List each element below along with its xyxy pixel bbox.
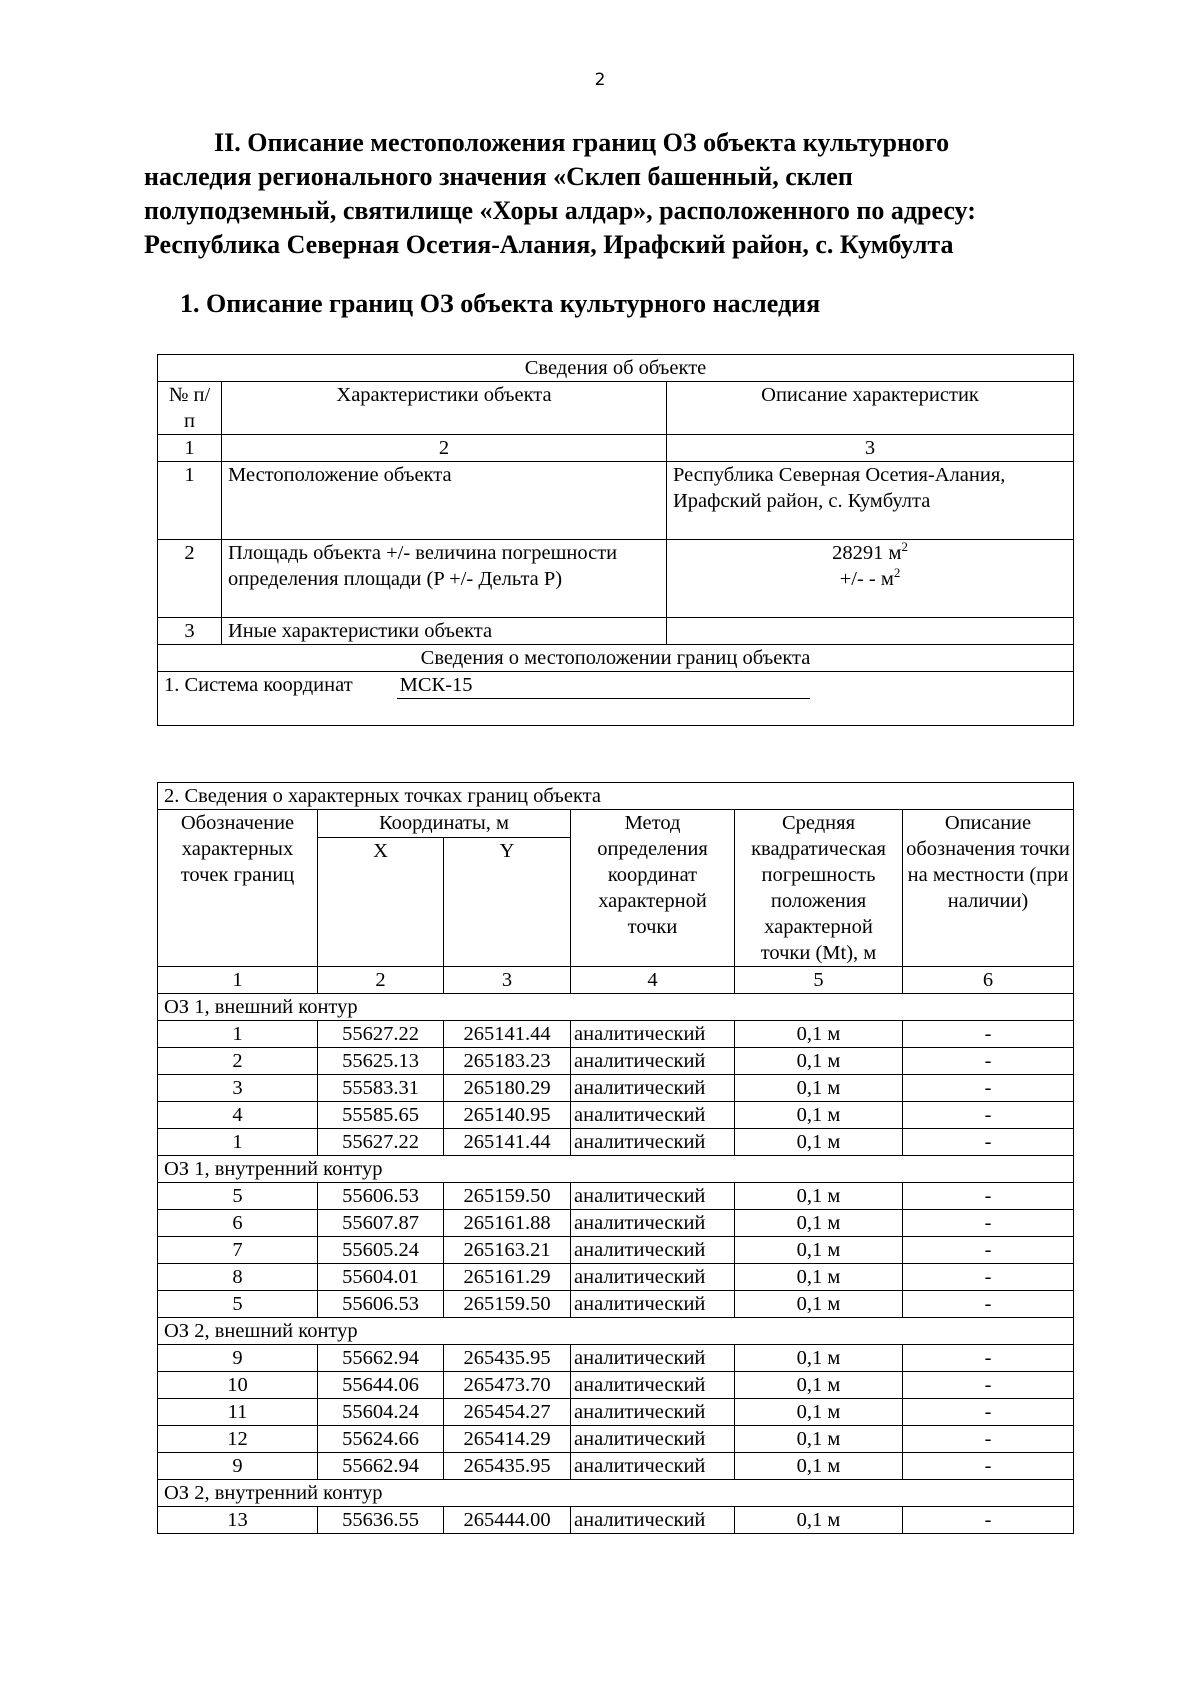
row-name: Местоположение объекта [222, 462, 667, 540]
area-error-sup: 2 [893, 565, 901, 581]
point-method: аналитический [571, 1264, 735, 1291]
point-method: аналитический [571, 1048, 735, 1075]
col-number: 3 [667, 435, 1074, 462]
point-description: - [903, 1048, 1074, 1075]
point-method: аналитический [571, 1102, 735, 1129]
point-y: 265454.27 [444, 1399, 571, 1426]
col-number: 5 [735, 967, 903, 994]
document-heading [144, 126, 1087, 262]
object-info-table [157, 354, 1074, 726]
point-description: - [903, 1129, 1074, 1156]
header-error: Средняя квадратическая погрешность положения характерной точки (Mt), м [735, 810, 903, 967]
header-method: Метод определения координат характерной точки [571, 810, 735, 967]
point-description: - [903, 1075, 1074, 1102]
point-id: 5 [158, 1183, 318, 1210]
point-method: аналитический [571, 1210, 735, 1237]
point-description: - [903, 1102, 1074, 1129]
col-number: 2 [222, 435, 667, 462]
row-name: Иные характеристики объекта [222, 618, 667, 645]
point-id: 11 [158, 1399, 318, 1426]
table-row [158, 1129, 1074, 1156]
area-unit-sup: 2 [901, 539, 908, 555]
point-description: - [903, 1264, 1074, 1291]
contour-title: ОЗ 1, внутренний контур [158, 1156, 1074, 1183]
point-error: 0,1 м [735, 1102, 903, 1129]
point-x: 55662.94 [318, 1345, 444, 1372]
header-description: Описание характеристик [667, 382, 1074, 435]
point-x: 55605.24 [318, 1237, 444, 1264]
contour-title: ОЗ 1, внешний контур [158, 994, 1074, 1021]
point-error: 0,1 м [735, 1264, 903, 1291]
table-row [158, 1102, 1074, 1129]
point-x: 55583.31 [318, 1075, 444, 1102]
point-x: 55624.66 [318, 1426, 444, 1453]
coord-system-row [158, 672, 1074, 726]
point-id: 13 [158, 1507, 318, 1534]
header-characteristics: Характеристики объекта [222, 382, 667, 435]
table-row [158, 1237, 1074, 1264]
contour-group-row [158, 1480, 1074, 1507]
point-method: аналитический [571, 1183, 735, 1210]
point-error: 0,1 м [735, 1021, 903, 1048]
point-x: 55585.65 [318, 1102, 444, 1129]
header-coords: Координаты, м [318, 810, 571, 838]
point-y: 265180.29 [444, 1075, 571, 1102]
heading-line-4: Республика Северная Осетия-Алания, Ирафский район, с. Кумбулта [144, 230, 954, 259]
point-x: 55644.06 [318, 1372, 444, 1399]
point-y: 265161.88 [444, 1210, 571, 1237]
table-row [158, 1048, 1074, 1075]
page-number: 2 [594, 70, 606, 90]
point-error: 0,1 м [735, 1426, 903, 1453]
contour-title: ОЗ 2, внутренний контур [158, 1480, 1074, 1507]
col-number: 4 [571, 967, 735, 994]
table-row [158, 1183, 1074, 1210]
area-value: 28291 м [832, 542, 902, 564]
coord-system-value: МСК-15 [397, 672, 810, 699]
row-value: Республика Северная Осетия-Алания, Ирафский район, с. Кумбулта [667, 462, 1074, 540]
point-description: - [903, 1372, 1074, 1399]
row-number: 1 [158, 462, 222, 540]
point-method: аналитический [571, 1372, 735, 1399]
section-subheading: 1. Описание границ ОЗ объекта культурного наследия [180, 289, 821, 318]
point-y: 265159.50 [444, 1291, 571, 1318]
point-id: 1 [158, 1021, 318, 1048]
row-value [667, 618, 1074, 645]
point-x: 55606.53 [318, 1183, 444, 1210]
point-x: 55627.22 [318, 1021, 444, 1048]
table-row [158, 1021, 1074, 1048]
point-x: 55625.13 [318, 1048, 444, 1075]
point-y: 265435.95 [444, 1345, 571, 1372]
point-id: 6 [158, 1210, 318, 1237]
boundary-points-table [157, 782, 1074, 1534]
point-x: 55604.24 [318, 1399, 444, 1426]
point-error: 0,1 м [735, 1372, 903, 1399]
point-y: 265141.44 [444, 1129, 571, 1156]
header-designation: Обозначение характерных точек границ [158, 810, 318, 967]
table-row [158, 1426, 1074, 1453]
point-y: 265141.44 [444, 1021, 571, 1048]
heading-line-1: II. Описание местоположения границ ОЗ объекта культурного [214, 128, 950, 157]
point-id: 1 [158, 1129, 318, 1156]
coord-system-label: 1. Система координат [164, 674, 353, 696]
point-method: аналитический [571, 1129, 735, 1156]
table-row [158, 1345, 1074, 1372]
point-y: 265140.95 [444, 1102, 571, 1129]
point-x: 55604.01 [318, 1264, 444, 1291]
point-x: 55627.22 [318, 1129, 444, 1156]
point-id: 8 [158, 1264, 318, 1291]
point-id: 7 [158, 1237, 318, 1264]
point-description: - [903, 1210, 1074, 1237]
table-row [158, 1399, 1074, 1426]
point-error: 0,1 м [735, 1453, 903, 1480]
table-row [158, 1291, 1074, 1318]
table-row [158, 1075, 1074, 1102]
point-id: 2 [158, 1048, 318, 1075]
table-row [158, 1453, 1074, 1480]
point-error: 0,1 м [735, 1075, 903, 1102]
point-method: аналитический [571, 1426, 735, 1453]
contour-group-row [158, 1156, 1074, 1183]
location-title: Сведения о местоположении границ объекта [158, 645, 1074, 672]
table-row [158, 1507, 1074, 1534]
header-x: X [318, 838, 444, 967]
point-id: 12 [158, 1426, 318, 1453]
point-method: аналитический [571, 1345, 735, 1372]
header-number: № п/п [158, 382, 222, 435]
table-row [158, 1210, 1074, 1237]
point-description: - [903, 1345, 1074, 1372]
row-number: 2 [158, 540, 222, 618]
row-name: Площадь объекта +/- величина погрешности определения площади (P +/- Дельта P) [222, 540, 667, 618]
point-id: 10 [158, 1372, 318, 1399]
point-method: аналитический [571, 1453, 735, 1480]
point-id: 3 [158, 1075, 318, 1102]
point-method: аналитический [571, 1507, 735, 1534]
heading-line-3: полуподземный, святилище «Хоры алдар», расположенного по адресу: [144, 196, 976, 225]
header-y: Y [444, 838, 571, 967]
point-id: 4 [158, 1102, 318, 1129]
contour-group-row [158, 1318, 1074, 1345]
col-number: 6 [903, 967, 1074, 994]
col-number: 1 [158, 435, 222, 462]
point-id: 5 [158, 1291, 318, 1318]
point-y: 265183.23 [444, 1048, 571, 1075]
point-y: 265444.00 [444, 1507, 571, 1534]
point-description: - [903, 1507, 1074, 1534]
point-description: - [903, 1021, 1074, 1048]
point-description: - [903, 1399, 1074, 1426]
col-number: 1 [158, 967, 318, 994]
point-description: - [903, 1291, 1074, 1318]
point-x: 55607.87 [318, 1210, 444, 1237]
point-method: аналитический [571, 1075, 735, 1102]
point-method: аналитический [571, 1291, 735, 1318]
point-y: 265473.70 [444, 1372, 571, 1399]
point-id: 9 [158, 1453, 318, 1480]
col-number: 2 [318, 967, 444, 994]
point-y: 265161.29 [444, 1264, 571, 1291]
point-description: - [903, 1183, 1074, 1210]
point-x: 55606.53 [318, 1291, 444, 1318]
point-error: 0,1 м [735, 1210, 903, 1237]
points-title: 2. Сведения о характерных точках границ объекта [158, 783, 1074, 810]
col-number: 3 [444, 967, 571, 994]
point-description: - [903, 1426, 1074, 1453]
table-row [158, 1372, 1074, 1399]
contour-group-row [158, 994, 1074, 1021]
area-error: +/- - м [839, 568, 894, 590]
point-error: 0,1 м [735, 1129, 903, 1156]
point-y: 265163.21 [444, 1237, 571, 1264]
point-method: аналитический [571, 1237, 735, 1264]
point-method: аналитический [571, 1021, 735, 1048]
point-error: 0,1 м [735, 1237, 903, 1264]
point-y: 265159.50 [444, 1183, 571, 1210]
point-error: 0,1 м [735, 1507, 903, 1534]
heading-line-2: наследия регионального значения «Склеп башенный, склеп [144, 162, 853, 191]
section-title: Сведения об объекте [158, 355, 1074, 382]
header-description: Описание обозначения точки на местности (при наличии) [903, 810, 1074, 967]
point-id: 9 [158, 1345, 318, 1372]
row-number: 3 [158, 618, 222, 645]
point-y: 265414.29 [444, 1426, 571, 1453]
point-description: - [903, 1237, 1074, 1264]
point-error: 0,1 м [735, 1048, 903, 1075]
point-error: 0,1 м [735, 1399, 903, 1426]
point-y: 265435.95 [444, 1453, 571, 1480]
point-error: 0,1 м [735, 1345, 903, 1372]
point-x: 55662.94 [318, 1453, 444, 1480]
point-error: 0,1 м [735, 1183, 903, 1210]
point-x: 55636.55 [318, 1507, 444, 1534]
point-method: аналитический [571, 1399, 735, 1426]
table-row [158, 1264, 1074, 1291]
point-error: 0,1 м [735, 1291, 903, 1318]
contour-title: ОЗ 2, внешний контур [158, 1318, 1074, 1345]
row-value [667, 540, 1074, 618]
point-description: - [903, 1453, 1074, 1480]
